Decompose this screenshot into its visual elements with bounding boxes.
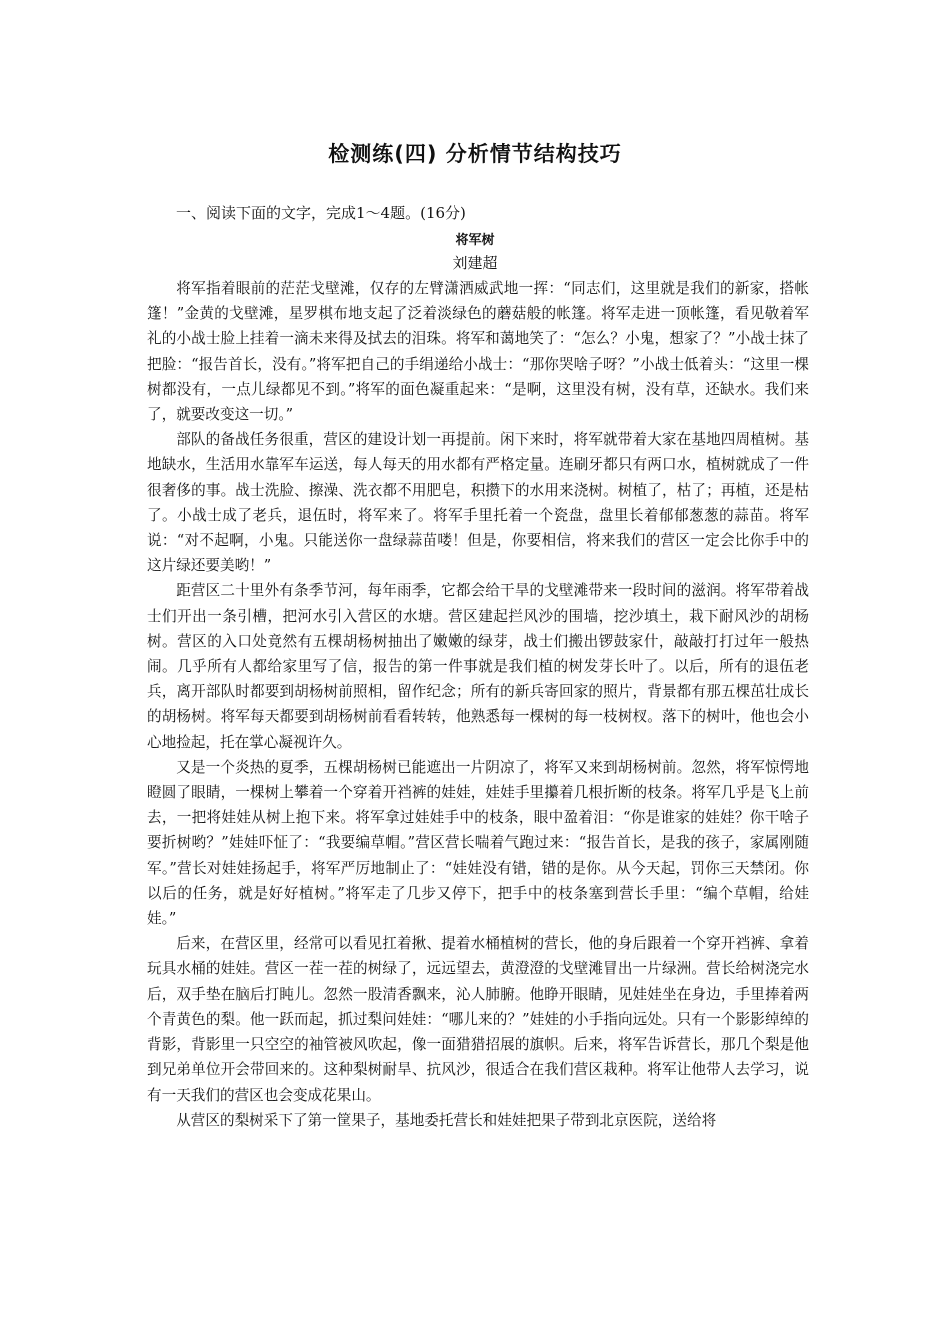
story-paragraph: 又是一个炎热的夏季，五棵胡杨树已能遮出一片阴凉了，将军又来到胡杨树前。忽然，将军惊愕地瞪圆了眼睛，一棵树上攀着一个穿着开裆裤的娃娃，娃娃手里攥着几根折断的枝条。将军几乎是飞上前去，一把将娃娃从树上抱下来。将军拿过娃娃手中的枝条，眼中盈着泪：“你是谁家的娃娃？你干啥子要折树哟？”娃娃吓怔了：“我要编草帽。”营区营长喘着气跑过来：“报告首长，是我的孩子，家属刚随军。”营长对娃娃扬起手，将军严厉地制止了：“娃娃没有错，错的是你。从今天起，罚你三天禁闭。你以后的任务，就是好好植树。”将军走了几步又停下，把手中的枝条塞到营长手里：“编个草帽，给娃娃。” <box>147 758 809 928</box>
story-paragraph: 后来，在营区里，经常可以看见扛着揪、提着水桶植树的营长，他的身后跟着一个穿开裆裤、拿着玩具水桶的娃娃。营区一茬一茬的树绿了，远远望去，黄澄澄的戈壁滩冒出一片绿洲。营长给树浇完水后，双手垫在脑后打盹儿。忽然一股清香飘来，沁人肺腑。他睁开眼睛，见娃娃坐在身边，手里捧着两个青黄色的梨。他一跃而起，抓过梨问娃娃：“哪儿来的？”娃娃的小手指向远处。只有一个影影绰绰的背影，背影里一只空空的袖管被风吹起，像一面猎猎招展的旗帜。后来，将军告诉营长，那几个梨是他到兄弟单位开会带回来的。这种梨树耐旱、抗风沙，很适合在我们营区栽种。将军让他带人去学习，说有一天我们的营区也会变成花果山。 <box>147 935 809 1104</box>
story-body <box>147 276 809 1133</box>
story-paragraph: 距营区二十里外有条季节河，每年雨季，它都会给干旱的戈壁滩带来一段时间的滋润。将军带着战士们开出一条引槽，把河水引入营区的水塘。营区建起拦风沙的围墙，挖沙填土，栽下耐风沙的胡杨树。营区的入口处竟然有五棵胡杨树抽出了嫩嫩的绿芽，战士们搬出锣鼓家什，敲敲打打过年一般热闹。几乎所有人都给家里写了信，报告的第一件事就是我们植的树发芽长叶了。以后，所有的退伍老兵，离开部队时都要到胡杨树前照相，留作纪念；所有的新兵寄回家的照片，背景都有那五棵茁壮成长的胡杨树。将军每天都要到胡杨树前看看转转，他熟悉每一棵树的每一枝树杈。落下的树叶，他也会小心地捡起，托在掌心凝视许久。 <box>147 582 809 751</box>
story-paragraph: 从营区的梨树采下了第一筐果子，基地委托营长和娃娃把果子带到北京医院，送给将 <box>176 1111 717 1129</box>
story-title: 将军树 <box>455 233 495 248</box>
question-instruction: 一、阅读下面的文字，完成1～4题。(16分) <box>176 204 466 222</box>
story-paragraph: 将军指着眼前的茫茫戈壁滩，仅存的左臂潇洒威武地一挥：“同志们，这里就是我们的新家，搭帐篷！”金黄的戈壁滩，星罗棋布地支起了泛着淡绿色的蘑菇般的帐篷。将军走进一顶帐篷，看见敬着军礼的小战士脸上挂着一滴未来得及拭去的泪珠。将军和蔼地笑了：“怎么？小鬼，想家了？”小战士抹了把脸：“报告首长，没有。”将军把自己的手绢递给小战士：“那你哭啥子呀？”小战士低着头：“这里一棵树都没有，一点儿绿都见不到。”将军的面色凝重起来：“是啊，这里没有树，没有草，还缺水。我们来了，就要改变这一切。” <box>147 280 809 424</box>
story-paragraph: 部队的备战任务很重，营区的建设计划一再提前。闲下来时，将军就带着大家在基地四周植树。基地缺水，生活用水靠军车运送，每人每天的用水都有严格定量。连刷牙都只有两口水，植树就成了一件很奢侈的事。战士洗脸、擦澡、洗衣都不用肥皂，积攒下的水用来浇树。树植了，枯了；再植，还是枯了。小战士成了老兵，退伍时，将军来了。将军手里托着一个瓷盘，盘里长着郁郁葱葱的蒜苗。将军说：“对不起啊，小鬼。只能送你一盘绿蒜苗喽！但是，你要相信，将来我们的营区一定会比你手中的这片绿还要美哟！” <box>147 431 809 575</box>
document-title: 检测练(四) 分析情节结构技巧 <box>328 142 622 166</box>
story-author: 刘建超 <box>452 254 498 272</box>
